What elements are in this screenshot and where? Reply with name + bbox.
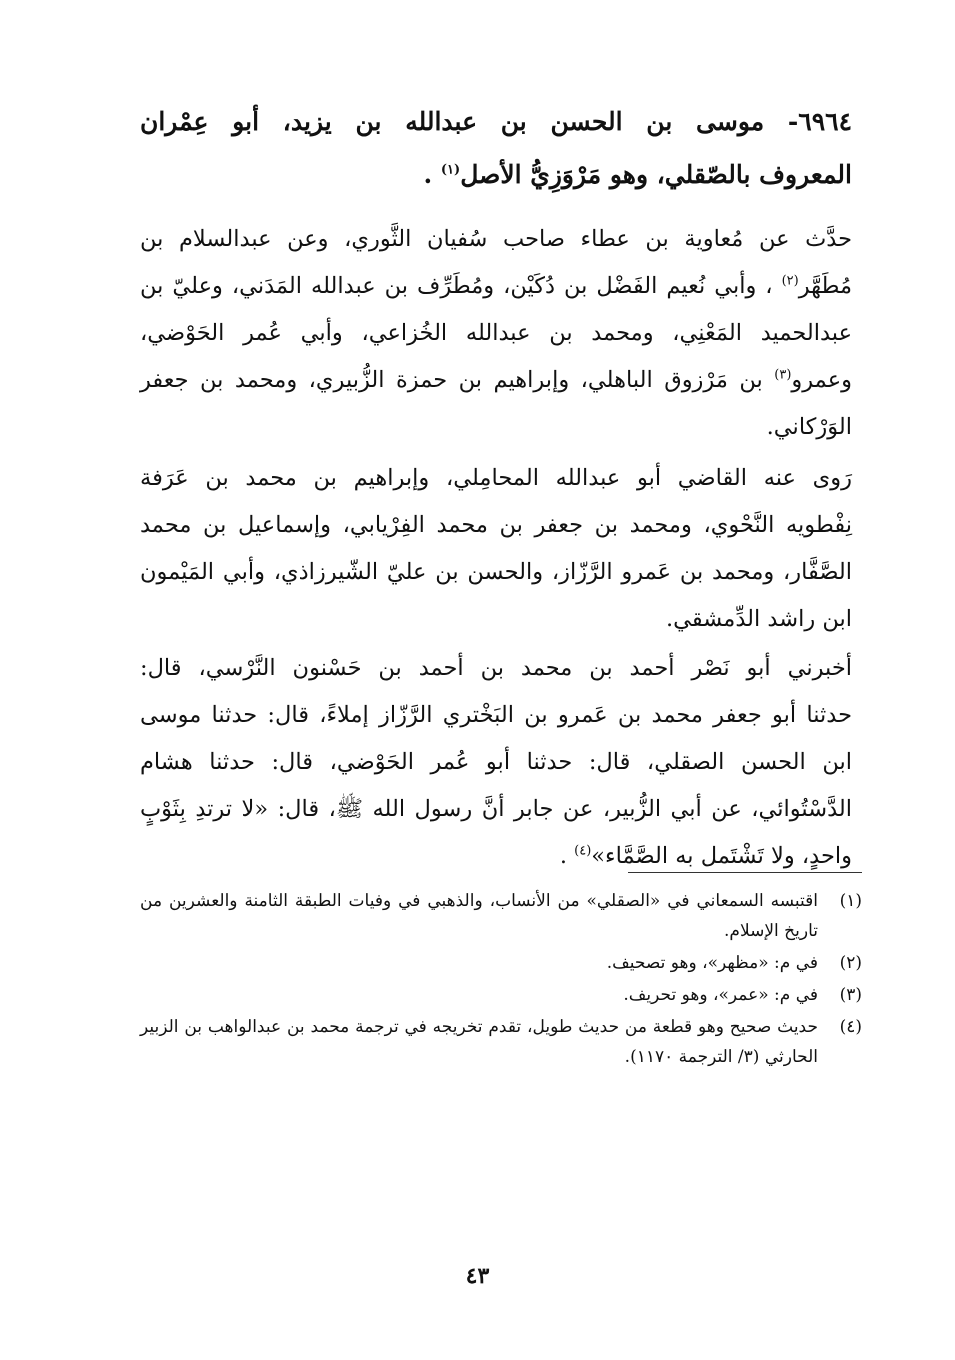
para1-line-2 bbox=[140, 263, 852, 310]
footnote-text: في م: «عمر»، وهو تحريف. bbox=[623, 985, 818, 1005]
para3-line-4: الدَّسْتُوائي، عن أبي الزُّبير، عن جابر أنَّ رسول الله ﷺ، قال: «لا ترتدِ بِثَوْبٍ bbox=[140, 796, 852, 822]
entry-heading bbox=[140, 95, 852, 201]
footnote-ref-2[interactable]: (٢) bbox=[781, 273, 799, 289]
para3-line-1: أخبرني أبو نَصْر أحمد بن محمد بن أحمد بن حَسْنون النَّرْسي، قال: bbox=[140, 655, 852, 681]
footnote-text: حديث صحيح وهو قطعة من حديث طويل، تقدم تخريجه في ترجمة محمد بن عبدالواهب بن الزبير الحارثي (٣/ الترجمة ١١٧٠). bbox=[140, 1017, 818, 1067]
footnote-number: (٢) bbox=[839, 953, 862, 973]
para1-line-4 bbox=[140, 357, 852, 404]
para2-line-2: نِفْطويه النَّحْوي، ومحمد بن جعفر بن محمد الفِرْيابي، وإسماعيل بن محمد bbox=[140, 512, 852, 538]
para2-line-3: الصَّفَّار، ومحمد بن عَمرو الرَّزّاز، والحسن بن عليّ الشّيرزاذي، وأبي المَيْمون bbox=[140, 559, 852, 585]
footnote-ref-4[interactable]: (٤) bbox=[574, 843, 592, 859]
para3-line-5a: واحدٍ، ولا تَشْتَمل به الصَّمَّاء» bbox=[591, 843, 852, 869]
footnote-ref-1[interactable]: (١) bbox=[440, 162, 461, 178]
footnote-number: (١) bbox=[839, 891, 862, 911]
paragraph-teachers bbox=[140, 216, 852, 451]
heading-line-1: ٦٩٦٤- موسى بن الحسن بن عبدالله بن يزيد، أبو عِمْران bbox=[140, 107, 852, 136]
page-number: ٤٣ bbox=[465, 1263, 490, 1289]
footnote-separator bbox=[628, 872, 862, 874]
para1-line-5: الوَرْكاني. bbox=[766, 414, 852, 440]
para1-line-4a: وعمرو bbox=[791, 367, 852, 393]
para3-line-5b: . bbox=[559, 843, 575, 869]
footnote-1 bbox=[140, 886, 862, 946]
footnotes bbox=[140, 886, 862, 1074]
para2-line-4: ابن راشد الدِّمشقي. bbox=[665, 606, 852, 632]
footnote-number: (٤) bbox=[839, 1017, 862, 1037]
para1-line-2a: مُطَهَّر bbox=[798, 273, 852, 299]
para2-line-1: رَوى عنه القاضي أبو عبدالله المحامِلي، وإبراهيم بن محمد بن عَرَفة bbox=[140, 465, 853, 491]
paragraph-hadith bbox=[140, 645, 852, 880]
paragraph-students bbox=[140, 455, 852, 643]
footnote-number: (٣) bbox=[839, 985, 862, 1005]
para1-line-3: عبدالحميد المَعْنِي، ومحمد بن عبدالله الخُزاعي، وأبي عُمر الحَوْضي، bbox=[140, 320, 852, 346]
para3-line-3: ابن الحسن الصقلي، قال: حدثنا أبو عُمر الحَوْضي، قال: حدثنا هشام bbox=[140, 749, 852, 775]
heading-line-2-text: المعروف بالصّقلي، وهو مَرْوَزِيُّ الأصل bbox=[460, 160, 852, 189]
footnote-3 bbox=[140, 980, 862, 1010]
para1-line-1: حدَّث عن مُعاوية بن عطاء صاحب سُفيان الثَّوري، وعن عبدالسلام بن bbox=[140, 226, 852, 252]
footnote-ref-3[interactable]: (٣) bbox=[774, 367, 792, 383]
para1-line-4b: بن مَرْزوق الباهلي، وإبراهيم بن حمزة الزُّبيري، ومحمد بن جعفر bbox=[140, 367, 775, 393]
heading-line-2-end: . bbox=[423, 160, 441, 189]
footnote-text: اقتبسه السمعاني في «الصقلي» من الأنساب، والذهبي في وفيات الطبقة الثامنة والعشرين من تاريخ الإسلام. bbox=[140, 891, 818, 941]
para1-line-2b: ، وأبي نُعيم الفَضْل بن دُكَيْن، ومُطَرِّف بن عبدالله المَدَني، وعليّ بن bbox=[140, 273, 782, 299]
footnote-4 bbox=[140, 1012, 862, 1072]
footnote-2 bbox=[140, 948, 862, 978]
heading-line-2 bbox=[140, 148, 852, 201]
footnote-text: في م: «مظهر»، وهو تصحيف. bbox=[606, 953, 818, 973]
para3-line-2: حدثنا أبو جعفر محمد بن عَمرو بن البَخْتري الرَّزّاز إملاءً، قال: حدثنا موسى bbox=[140, 702, 852, 728]
